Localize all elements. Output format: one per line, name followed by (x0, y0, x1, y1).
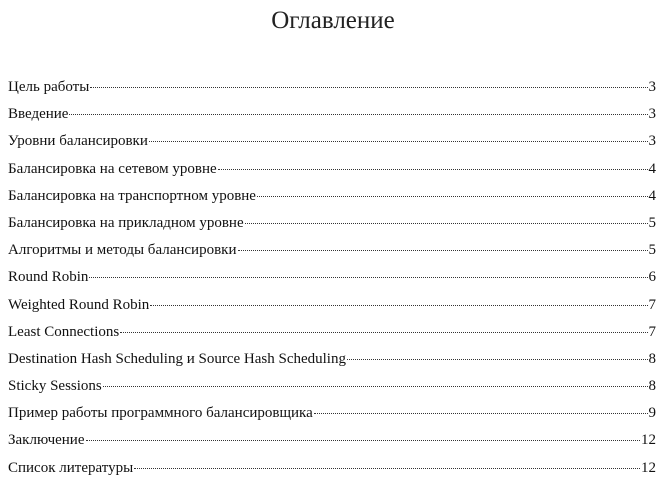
toc-entry-text: Weighted Round Robin (8, 296, 150, 313)
toc-entry-sticky-sessions[interactable] (8, 376, 656, 403)
toc-entry-transport-level[interactable] (8, 186, 656, 213)
toc-entry-text: Least Connections (8, 323, 120, 340)
toc-page-number: 12 (641, 432, 656, 449)
toc-entry-weighted-round-robin[interactable] (8, 295, 656, 322)
toc-page-number: 4 (648, 187, 656, 204)
toc-entry-text: Введение (8, 106, 69, 123)
dot-leader (69, 114, 647, 115)
dot-leader (120, 332, 647, 333)
toc-page-number: 5 (648, 214, 656, 231)
toc-entry-references[interactable] (8, 458, 656, 485)
toc-page-number: 3 (648, 133, 656, 150)
dot-leader (314, 413, 648, 414)
toc-entry-text: Пример работы программного балансировщика (8, 405, 313, 422)
toc-entry-text: Список литературы (8, 459, 134, 476)
toc-entry-text: Sticky Sessions (8, 378, 102, 395)
table-of-contents (8, 77, 656, 485)
dot-leader (89, 277, 647, 278)
toc-page-number: 8 (648, 350, 656, 367)
dot-leader (86, 440, 641, 441)
toc-entry-least-connections[interactable] (8, 322, 656, 349)
toc-entry-text: Destination Hash Scheduling и Source Hash Scheduling (8, 350, 346, 367)
dot-leader (218, 169, 648, 170)
toc-page-number: 5 (648, 242, 656, 259)
toc-page-number: 7 (648, 323, 656, 340)
toc-entry-hash-scheduling[interactable] (8, 349, 656, 376)
dot-leader (257, 196, 648, 197)
dot-leader (245, 223, 648, 224)
toc-page-number: 7 (648, 296, 656, 313)
toc-entry-text: Балансировка на прикладном уровне (8, 214, 244, 231)
dot-leader (103, 386, 648, 387)
toc-entry-text: Алгоритмы и методы балансировки (8, 242, 237, 259)
dot-leader (150, 305, 647, 306)
toc-entry-text: Цель работы (8, 79, 90, 95)
toc-entry-application-level[interactable] (8, 213, 656, 240)
toc-entry-text: Уровни балансировки (8, 133, 148, 150)
toc-entry-example[interactable] (8, 403, 656, 430)
toc-page-number: 4 (648, 160, 656, 177)
dot-leader (238, 250, 648, 251)
toc-entry-algorithms[interactable] (8, 240, 656, 267)
dot-leader (90, 87, 647, 88)
toc-page-number: 12 (641, 459, 656, 476)
toc-entry-text: Round Robin (8, 269, 89, 286)
dot-leader (149, 141, 648, 142)
toc-entry-text: Заключение (8, 432, 85, 449)
toc-title: Оглавление (271, 7, 395, 34)
toc-page-number: 9 (648, 405, 656, 422)
toc-entry-goal[interactable] (8, 77, 656, 104)
toc-page-number: 3 (648, 79, 656, 95)
toc-page-number: 6 (648, 269, 656, 286)
dot-leader (134, 468, 640, 469)
toc-entry-conclusion[interactable] (8, 430, 656, 457)
toc-page-number: 3 (648, 106, 656, 123)
toc-entry-round-robin[interactable] (8, 267, 656, 294)
toc-entry-text: Балансировка на транспортном уровне (8, 187, 256, 204)
toc-page-number: 8 (648, 378, 656, 395)
toc-entry-introduction[interactable] (8, 104, 656, 131)
dot-leader (347, 359, 648, 360)
toc-entry-text: Балансировка на сетевом уровне (8, 160, 217, 177)
toc-entry-network-level[interactable] (8, 159, 656, 186)
toc-entry-balancing-levels[interactable] (8, 131, 656, 158)
